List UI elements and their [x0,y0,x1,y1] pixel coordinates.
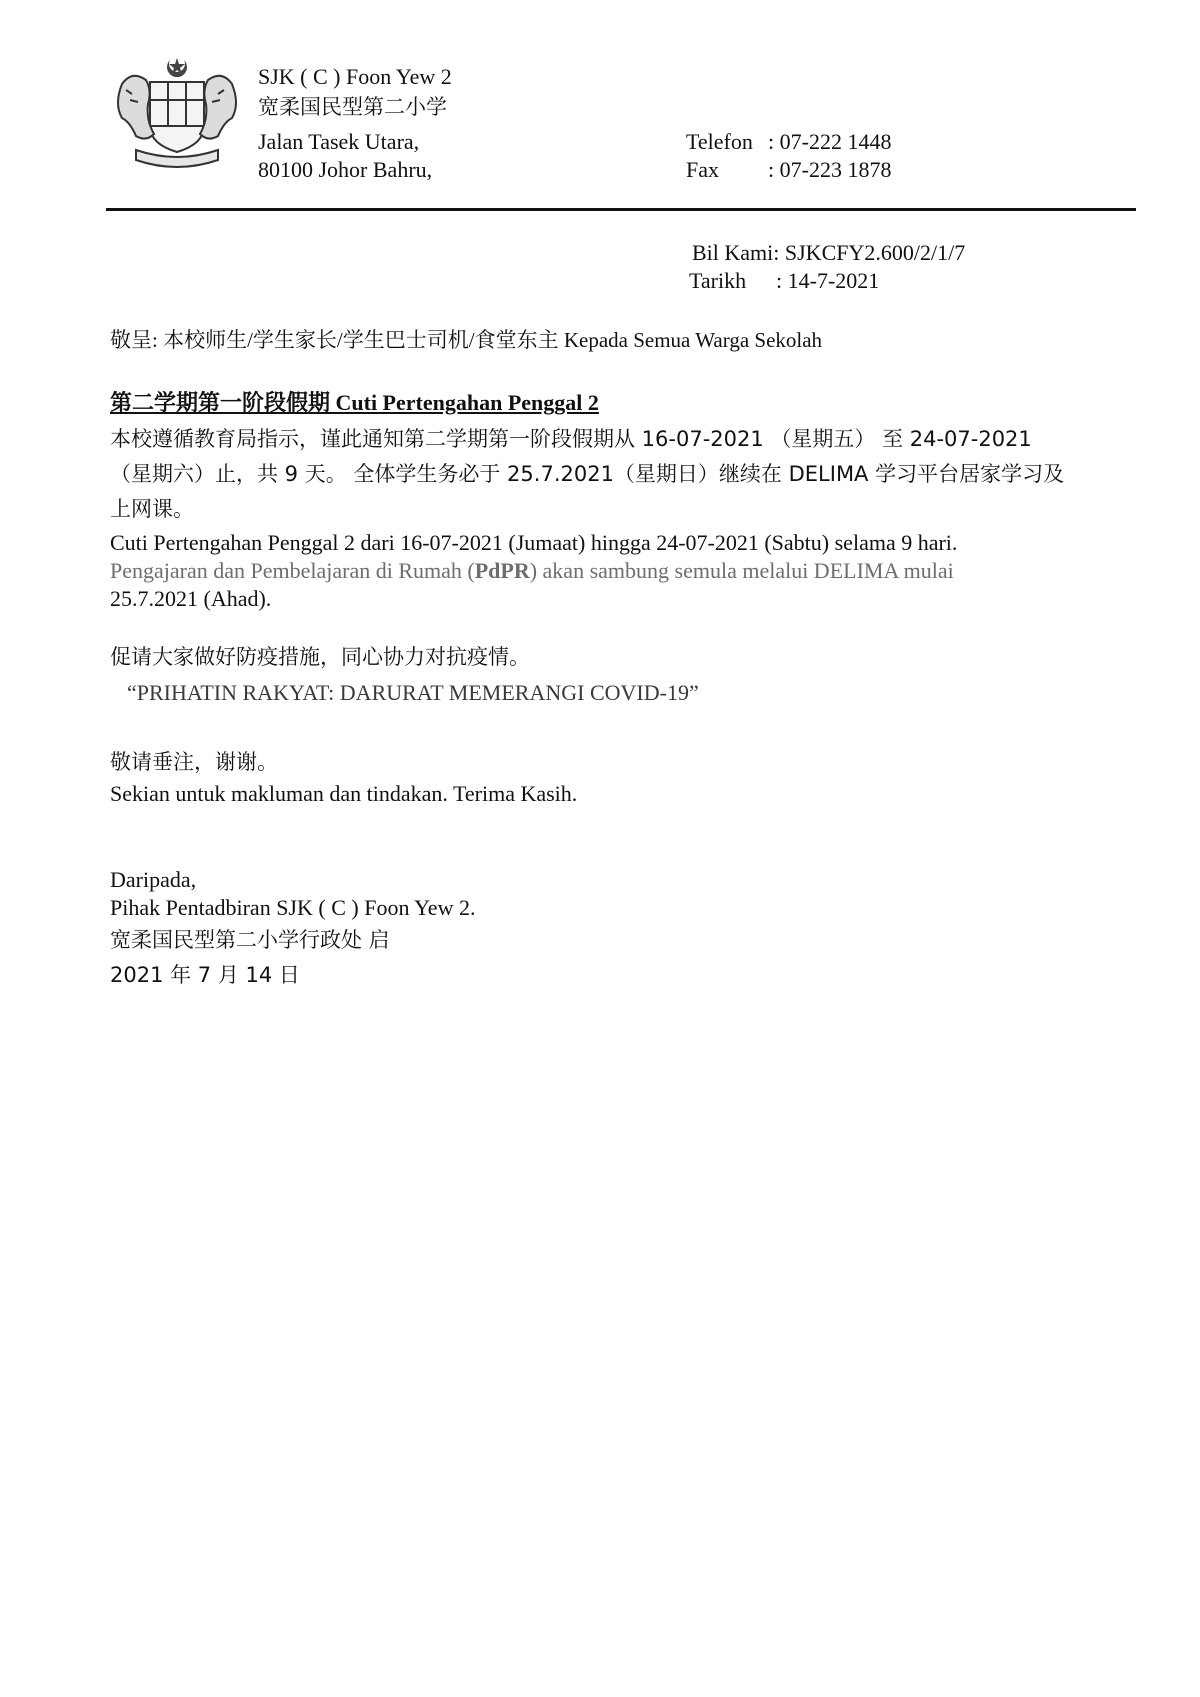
signoff-admin-ms: Pihak Pentadbiran SJK ( C ) Foon Yew 2. [110,895,476,920]
signoff-admin-cn: 宽柔国民型第二小学行政处 启 [110,928,390,952]
slogan: “PRIHATIN RAKYAT: DARURAT MEMERANGI COVID-19” [127,680,699,705]
body-ms-line-1: Cuti Pertengahan Penggal 2 dari 16-07-2021 (Jumaat) hingga 24-07-2021 (Sabtu) selama 9 hari. [110,530,958,555]
address-line-2: 80100 Johor Bahru, [258,157,433,182]
subject-heading: 第二学期第一阶段假期 Cuti Pertengahan Penggal 2 [110,390,599,415]
closing-ms: Sekian untuk makluman dan tindakan. Terima Kasih. [110,781,578,806]
date-value: : 14-7-2021 [776,268,880,293]
telefon-label: Telefon [686,129,753,154]
body-ms-line-2 [110,557,954,585]
body-cn-line-2: （星期六）止，共 9 天。 全体学生务必于 25.7.2021（星期日）继续在 DELIMA 学习平台居家学习及 [110,462,1065,486]
school-name: SJK ( C ) Foon Yew 2 [258,64,452,89]
pdpr-term: PdPR [474,558,530,583]
reminder-cn: 促请大家做好防疫措施，同心协力对抗疫情。 [110,645,530,669]
salutation: 敬呈: 本校师生/学生家长/学生巴士司机/食堂东主 Kepada Semua Warga Sekolah [110,328,823,352]
letterhead-divider [106,208,1136,211]
body-ms-line-2-part-a: Pengajaran dan Pembelajaran di Rumah ( [110,558,475,583]
closing-cn: 敬请垂注，谢谢。 [110,750,278,774]
body-cn-line-3: 上网课。 [110,497,194,521]
signoff-from: Daripada, [110,867,197,892]
body-ms-line-2-part-c: ) akan sambung semula melalui DELIMA mulai [529,558,954,583]
address-line-1: Jalan Tasek Utara, [258,129,420,154]
school-name-chinese: 宽柔国民型第二小学 [258,95,447,119]
malaysia-coat-of-arms-icon [112,54,242,172]
fax-value: : 07-223 1878 [768,157,892,182]
signoff-date-cn: 2021 年 7 月 14 日 [110,963,300,987]
telefon-value: : 07-222 1448 [768,129,892,154]
body-ms-line-3: 25.7.2021 (Ahad). [110,586,272,611]
date-label: Tarikh [689,268,747,293]
body-cn-line-1: 本校遵循教育局指示，谨此通知第二学期第一阶段假期从 16-07-2021 （星期五） 至 24-07-2021 [110,427,1032,451]
reference-number: Bil Kami: SJKCFY2.600/2/1/7 [692,240,966,265]
fax-label: Fax [686,157,719,182]
